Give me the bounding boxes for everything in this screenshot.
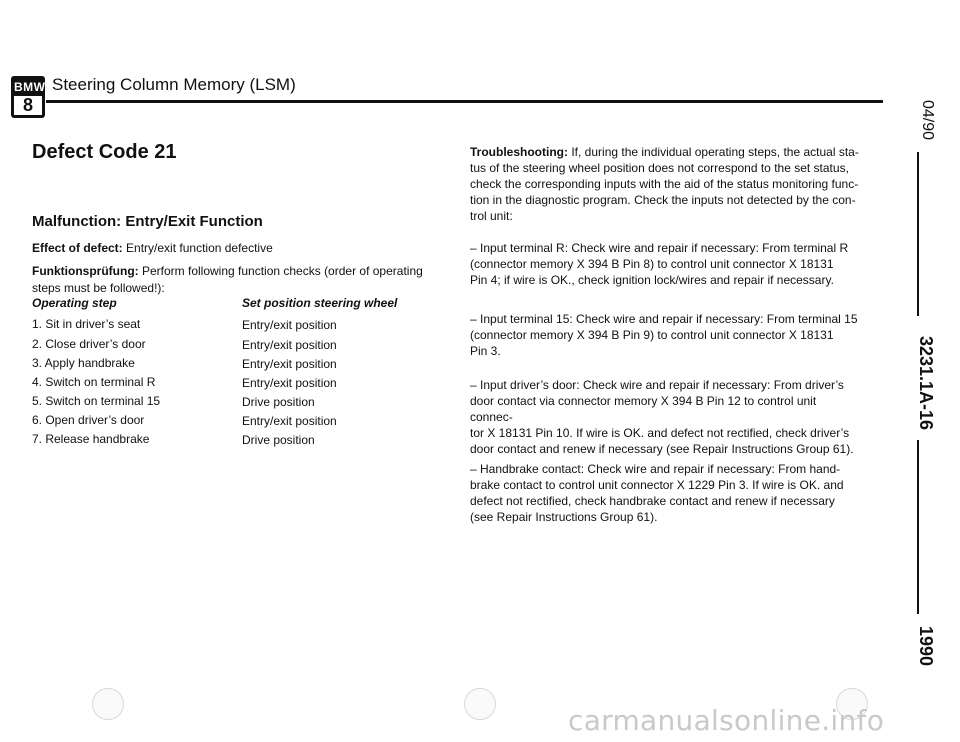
effect-label: Effect of defect:	[32, 241, 123, 255]
check-line: defect not rectified, check handbrake contact and renew if necessary	[470, 494, 835, 508]
check-text-2: steps must be followed!):	[32, 281, 165, 295]
section-title: Malfunction: Entry/Exit Function	[32, 213, 263, 230]
bmw-logo	[11, 76, 45, 118]
logo-text: BMW	[14, 80, 46, 94]
header-rule-left	[46, 100, 88, 103]
margin-code: 3231.1A-16	[916, 336, 936, 431]
check-line: Pin 4; if wire is OK., check ignition lock/wires and repair if necessary.	[470, 273, 834, 287]
positions-column-header: Set position steering wheel	[242, 296, 398, 310]
check-line: – Handbrake contact: Check wire and repair if necessary: From hand-	[470, 462, 841, 476]
troubleshooting-label: Troubleshooting:	[470, 145, 568, 159]
step-position: Drive position	[242, 395, 315, 409]
check-label: Funktionsprüfung:	[32, 264, 139, 278]
check-line: (connector memory X 394 B Pin 8) to control unit connector X 18131	[470, 257, 834, 271]
step-position: Drive position	[242, 433, 315, 447]
margin-rule	[917, 152, 919, 316]
effect-text: Entry/exit function defective	[126, 241, 273, 255]
check-item-terminal-15	[470, 311, 860, 359]
header-title: Steering Column Memory (LSM)	[52, 75, 296, 94]
header-rule	[88, 100, 883, 103]
check-paragraph	[32, 263, 432, 297]
margin-rule	[917, 440, 919, 614]
step-position: Entry/exit position	[242, 318, 337, 332]
step-text: 6. Open driver’s door	[32, 413, 145, 427]
check-line: brake contact to control unit connector X 1229 Pin 3. If wire is OK. and	[470, 478, 844, 492]
check-item-terminal-r	[470, 240, 860, 288]
watermark: carmanualsonline.info	[568, 704, 885, 737]
troubleshooting-line: trol unit:	[470, 209, 513, 223]
step-text: 5. Switch on terminal 15	[32, 394, 161, 408]
step-text: 1. Sit in driver’s seat	[32, 317, 141, 331]
check-line: – Input terminal 15: Check wire and repair if necessary: From terminal 15	[470, 312, 858, 326]
step-text: 7. Release handbrake	[32, 432, 150, 446]
step-position: Entry/exit position	[242, 414, 337, 428]
troubleshooting-line: check the corresponding inputs with the aid of the status monitoring func-	[470, 177, 859, 191]
margin-year: 1990	[916, 626, 936, 667]
check-line: Pin 3.	[470, 344, 501, 358]
troubleshooting-paragraph	[470, 144, 860, 224]
check-line: tor X 18131 Pin 10. If wire is OK. and defect not rectified, check driver’s	[470, 426, 850, 440]
margin-date: 04/90	[919, 100, 936, 141]
check-line: (see Repair Instructions Group 61).	[470, 510, 658, 524]
step-position: Entry/exit position	[242, 338, 337, 352]
troubleshooting-line: tus of the steering wheel position does not correspond to the set status,	[470, 161, 849, 175]
step-text: 2. Close driver’s door	[32, 337, 146, 351]
effect-paragraph	[32, 240, 273, 257]
check-item-drivers-door	[470, 377, 860, 457]
binder-hole	[92, 688, 124, 720]
troubleshooting-line: tion in the diagnostic program. Check the inputs not detected by the con-	[470, 193, 856, 207]
check-line: (connector memory X 394 B Pin 9) to control unit connector X 18131	[470, 328, 834, 342]
check-line: – Input terminal R: Check wire and repair if necessary: From terminal R	[470, 241, 849, 255]
step-position: Entry/exit position	[242, 376, 337, 390]
step-text: 4. Switch on terminal R	[32, 375, 156, 389]
step-text: 3. Apply handbrake	[32, 356, 135, 370]
binder-hole	[464, 688, 496, 720]
check-line: door contact via connector memory X 394 B Pin 12 to control unit connec-	[470, 394, 817, 424]
check-item-handbrake	[470, 461, 860, 525]
page-title: Defect Code 21	[32, 141, 177, 163]
check-text-1: Perform following function checks (order of operating	[141, 264, 423, 278]
troubleshooting-line: If, during the individual operating steps, the actual sta-	[571, 145, 859, 159]
step-position: Entry/exit position	[242, 357, 337, 371]
check-line: – Input driver’s door: Check wire and repair if necessary: From driver’s	[470, 378, 844, 392]
steps-column-header: Operating step	[32, 296, 117, 310]
logo-number: 8	[22, 95, 33, 115]
check-line: door contact and renew if necessary (see Repair Instructions Group 61).	[470, 442, 854, 456]
